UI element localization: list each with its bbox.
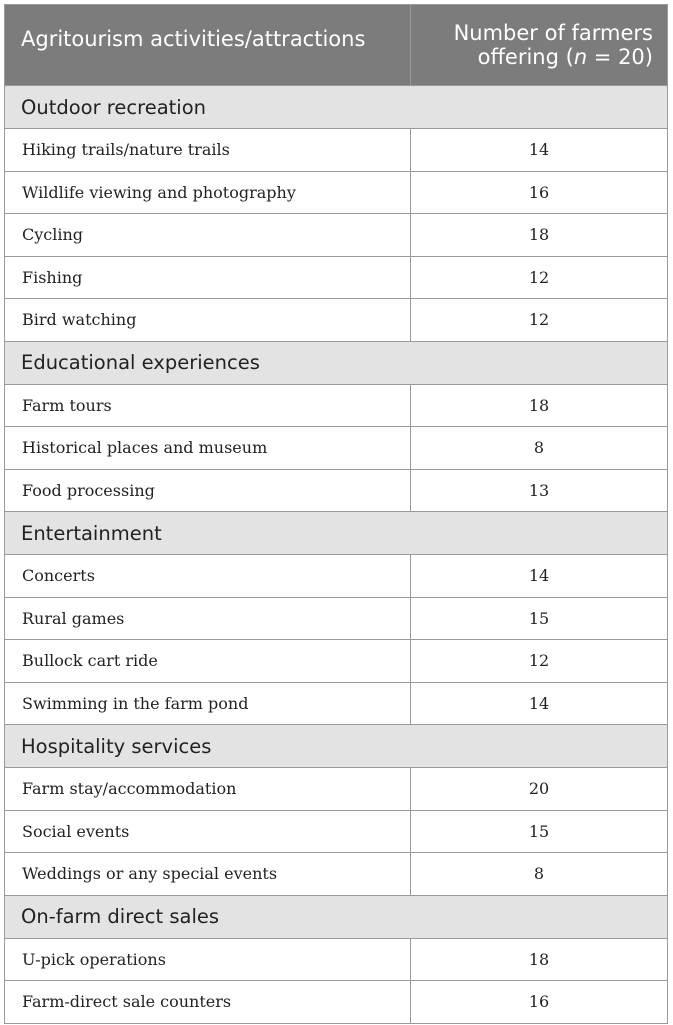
section-title: On-farm direct sales	[5, 895, 668, 938]
activity-cell: Farm stay/accommodation	[5, 768, 411, 811]
table-row	[5, 214, 668, 257]
farmer-count-cell: 12	[411, 256, 668, 299]
farmer-count-cell: 18	[411, 214, 668, 257]
activity-cell: Farm-direct sale counters	[5, 981, 411, 1024]
section-row	[5, 512, 668, 555]
activity-cell: Bird watching	[5, 299, 411, 342]
table-row	[5, 938, 668, 981]
table-row	[5, 640, 668, 683]
table-row	[5, 810, 668, 853]
activity-cell: Food processing	[5, 469, 411, 512]
activity-cell: Concerts	[5, 555, 411, 598]
farmer-count-cell: 16	[411, 981, 668, 1024]
activity-cell: Fishing	[5, 256, 411, 299]
header-count-post: = 20)	[587, 45, 653, 69]
section-row	[5, 895, 668, 938]
header-count-var: n	[573, 45, 588, 69]
farmer-count-cell: 18	[411, 384, 668, 427]
section-row	[5, 725, 668, 768]
section-row	[5, 341, 668, 384]
table-row	[5, 171, 668, 214]
farmer-count-cell: 8	[411, 853, 668, 896]
table-header	[5, 5, 668, 86]
table-row	[5, 555, 668, 598]
section-title: Entertainment	[5, 512, 668, 555]
farmer-count-cell: 15	[411, 810, 668, 853]
activity-cell: Weddings or any special events	[5, 853, 411, 896]
farmer-count-cell: 15	[411, 597, 668, 640]
farmer-count-cell: 14	[411, 682, 668, 725]
farmer-count-cell: 12	[411, 299, 668, 342]
farmer-count-cell: 16	[411, 171, 668, 214]
activity-cell: U-pick operations	[5, 938, 411, 981]
section-title: Educational experiences	[5, 341, 668, 384]
table-row	[5, 981, 668, 1024]
table-row	[5, 768, 668, 811]
header-count-pre: offering (	[477, 45, 574, 69]
activity-cell: Cycling	[5, 214, 411, 257]
table-row	[5, 256, 668, 299]
farmer-count-cell: 13	[411, 469, 668, 512]
activity-cell: Wildlife viewing and photography	[5, 171, 411, 214]
table-row	[5, 299, 668, 342]
activity-cell: Social events	[5, 810, 411, 853]
activity-cell: Bullock cart ride	[5, 640, 411, 683]
table-row	[5, 853, 668, 896]
table-row	[5, 129, 668, 172]
header-count-line1: Number of farmers	[453, 21, 653, 45]
farmer-count-cell: 20	[411, 768, 668, 811]
activity-cell: Farm tours	[5, 384, 411, 427]
section-row	[5, 86, 668, 129]
table-row	[5, 682, 668, 725]
header-row	[5, 5, 668, 86]
agritourism-table	[4, 4, 668, 1024]
activity-cell: Historical places and museum	[5, 427, 411, 470]
farmer-count-cell: 18	[411, 938, 668, 981]
table-row	[5, 384, 668, 427]
farmer-count-cell: 8	[411, 427, 668, 470]
farmer-count-cell: 12	[411, 640, 668, 683]
table-body	[5, 86, 668, 1024]
activity-cell: Swimming in the farm pond	[5, 682, 411, 725]
section-title: Outdoor recreation	[5, 86, 668, 129]
section-title: Hospitality services	[5, 725, 668, 768]
activity-cell: Hiking trails/nature trails	[5, 129, 411, 172]
table-row	[5, 427, 668, 470]
header-activities: Agritourism activities/attractions	[5, 5, 411, 86]
farmer-count-cell: 14	[411, 555, 668, 598]
table-row	[5, 469, 668, 512]
activity-cell: Rural games	[5, 597, 411, 640]
table-row	[5, 597, 668, 640]
header-farmer-count	[411, 5, 668, 86]
farmer-count-cell: 14	[411, 129, 668, 172]
